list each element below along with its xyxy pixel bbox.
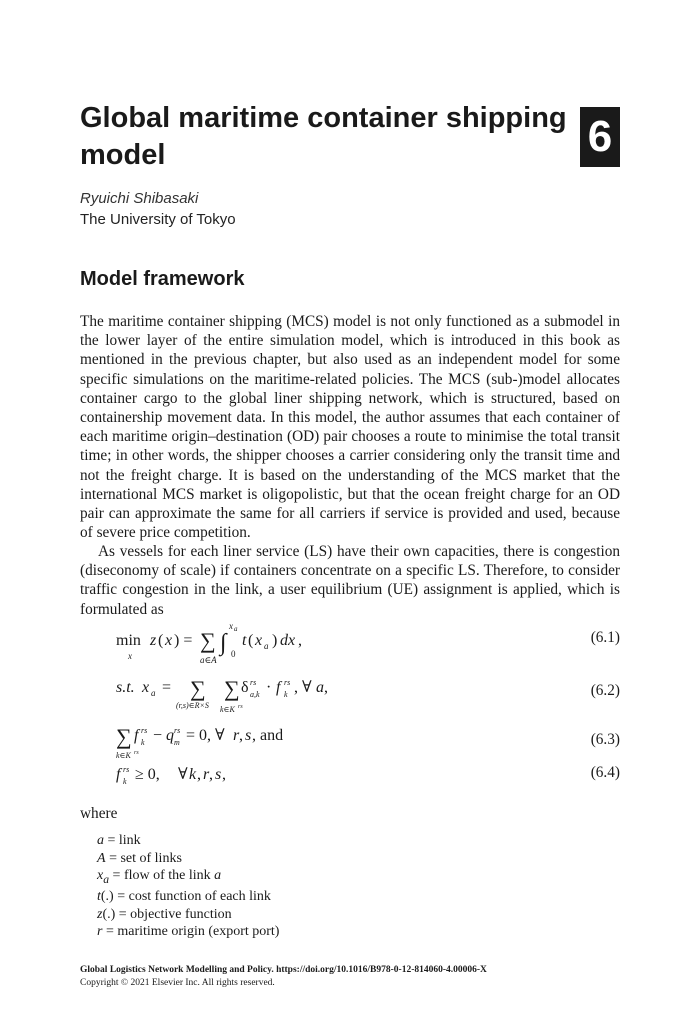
svg-text:rs: rs xyxy=(238,704,243,710)
svg-text:, and: , and xyxy=(252,727,284,744)
equation-6-4-formula xyxy=(116,764,356,794)
svg-text:0: 0 xyxy=(231,649,236,659)
svg-text:): ) xyxy=(272,632,278,649)
svg-text:k: k xyxy=(189,766,197,783)
svg-text:,: , xyxy=(324,679,328,696)
svg-text:(: ( xyxy=(158,632,164,649)
author-name: Ryuichi Shibasaki xyxy=(80,190,199,207)
equation-6-2 xyxy=(80,672,620,714)
svg-text:r: r xyxy=(233,727,240,744)
definition-item: t(.) = cost function of each link xyxy=(97,889,271,905)
equation-6-1-formula xyxy=(116,617,356,667)
svg-text:a: a xyxy=(234,625,238,633)
definition-item: A = set of links xyxy=(97,850,182,866)
svg-text:rs: rs xyxy=(174,726,181,735)
equation-6-4 xyxy=(80,764,620,792)
equation-number: (6.4) xyxy=(590,764,620,781)
equation-6-2-formula xyxy=(116,672,396,716)
equation-number: (6.2) xyxy=(590,682,620,699)
svg-text:−: − xyxy=(153,727,163,744)
svg-text:∫: ∫ xyxy=(220,630,227,656)
svg-text:x: x xyxy=(229,621,233,631)
svg-text:,: , xyxy=(298,632,302,649)
footer-copyright: Copyright © 2021 Elsevier Inc. All rights reserved. xyxy=(80,978,275,988)
svg-text:s: s xyxy=(245,727,252,744)
svg-text:,: , xyxy=(209,766,213,783)
svg-text:f: f xyxy=(116,766,121,783)
svg-text:, ∀: , ∀ xyxy=(294,679,312,696)
definition-item: z(.) = objective function xyxy=(97,906,232,922)
svg-text:(r,s)∈R×S: (r,s)∈R×S xyxy=(176,701,209,710)
svg-text:z: z xyxy=(150,632,157,649)
svg-text:x: x xyxy=(142,679,150,696)
equation-6-3-formula xyxy=(116,722,396,764)
equation-6-1 xyxy=(80,617,620,665)
svg-text:=: = xyxy=(162,679,172,696)
author-affiliation: The University of Tokyo xyxy=(80,211,236,228)
svg-text:,: , xyxy=(197,766,201,783)
chapter-number-badge: 6 xyxy=(580,107,620,167)
svg-text:x: x xyxy=(255,632,263,649)
footer-citation: Global Logistics Network Modelling and Policy. https://doi.org/10.1016/B978-0-12-814060-4.00006-X xyxy=(80,965,487,975)
svg-text:(: ( xyxy=(248,632,254,649)
svg-text:rs: rs xyxy=(134,750,139,756)
svg-text:f: f xyxy=(276,679,281,696)
svg-text:dx: dx xyxy=(280,632,296,649)
svg-text:k: k xyxy=(141,738,145,747)
paragraph-2: As vessels for each liner service (LS) have their own capacities, there is congestion (diseconomy of scale) if containers concentrate on a specific LS. Therefore, to consider traffic congestion in the link, a user equilibrium (UE) assignment is applied, which is formulated as xyxy=(80,543,620,618)
svg-text:,: , xyxy=(222,766,226,783)
svg-text:rs: rs xyxy=(250,678,257,687)
svg-text:min: min xyxy=(116,632,141,649)
svg-text:f: f xyxy=(134,727,139,744)
svg-text:∑: ∑ xyxy=(224,676,240,701)
definition-item: $x_a$ = flow of the link a xyxy=(97,868,222,886)
svg-text:a: a xyxy=(264,641,269,651)
svg-text:rs: rs xyxy=(141,726,148,735)
svg-text:a: a xyxy=(151,688,156,698)
section-heading: Model framework xyxy=(80,268,245,290)
equation-number: (6.3) xyxy=(590,731,620,748)
svg-text:q: q xyxy=(166,727,174,744)
svg-text:a: a xyxy=(316,679,324,696)
svg-text:m: m xyxy=(174,738,180,747)
svg-text:a,k: a,k xyxy=(250,690,260,699)
svg-text:,: , xyxy=(239,727,243,744)
definition-item: r = maritime origin (export port) xyxy=(97,924,280,940)
svg-text:x: x xyxy=(128,651,132,661)
equation-number: (6.1) xyxy=(590,629,620,646)
svg-text:r: r xyxy=(203,766,210,783)
svg-text:s: s xyxy=(215,766,222,783)
svg-text:·: · xyxy=(266,679,272,696)
svg-text:a∈A: a∈A xyxy=(200,655,217,665)
svg-text:k∈K: k∈K xyxy=(116,751,131,760)
svg-text:k: k xyxy=(123,777,127,786)
svg-text:rs: rs xyxy=(123,765,130,774)
svg-text:∑: ∑ xyxy=(190,676,206,701)
svg-text:x: x xyxy=(165,632,173,649)
svg-text:∀: ∀ xyxy=(178,766,188,783)
definitions-list xyxy=(97,832,279,941)
svg-text:t: t xyxy=(242,632,247,649)
svg-text:δ: δ xyxy=(241,679,249,696)
svg-text:= 0, ∀: = 0, ∀ xyxy=(186,727,225,744)
paragraph-1: The maritime container shipping (MCS) model is not only functioned as a submodel in the lower layer of the entire simulation model, which is introduced in this book as mentioned in the previous chapter, but also used as an independent model for some specific simulations on the maritime-related policies. The MCS (sub-)model allocates container cargo to the global liner shipping network, which is structured, based on containership movement data. In this model, the author assumes that each container of each maritime origin–destination (OD) pair chooses a route to minimise the total transit time; in other words, the shipper chooses a carrier considering only the transit time and not the freight charge. It is based on the understanding of the MCS market that the international MCS market is oligopolistic, but that the ocean freight charge for an OD pair can approximate the same for all carriers if service is provided and used, because of severe price competition. xyxy=(80,313,620,542)
definition-item: a = link xyxy=(97,833,141,848)
svg-text:s.t.: s.t. xyxy=(116,679,135,696)
svg-text:k∈K: k∈K xyxy=(220,705,235,714)
svg-text:) =: ) = xyxy=(174,632,193,649)
svg-text:rs: rs xyxy=(284,678,291,687)
svg-text:∑: ∑ xyxy=(200,628,216,653)
chapter-title: Global maritime container shipping model xyxy=(80,102,567,171)
svg-text:k: k xyxy=(284,690,288,699)
equation-6-3 xyxy=(80,722,620,762)
where-label: where xyxy=(80,805,118,822)
svg-text:∑: ∑ xyxy=(116,724,132,749)
svg-text:≥ 0,: ≥ 0, xyxy=(135,766,160,783)
